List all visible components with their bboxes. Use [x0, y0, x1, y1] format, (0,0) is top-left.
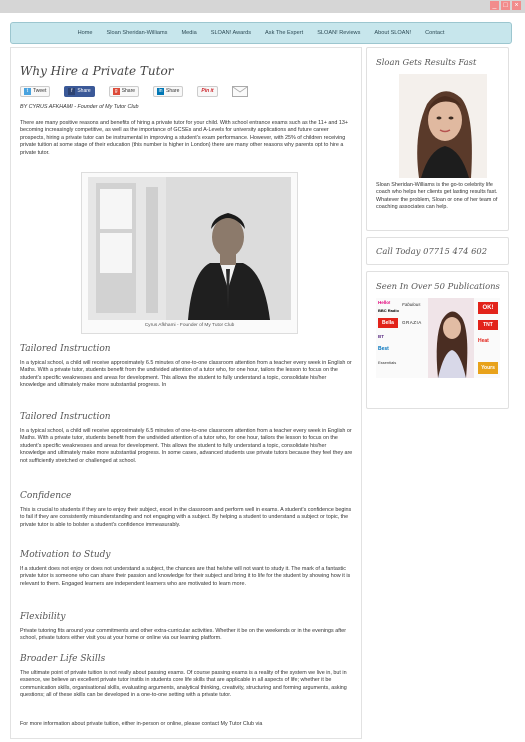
sloan-portrait — [399, 74, 487, 178]
publication-logo: GRAZIA — [402, 320, 422, 325]
results-title: Sloan Gets Results Fast — [376, 57, 477, 67]
nav-item-about[interactable]: About SLOAN! — [374, 30, 412, 36]
window-controls — [490, 1, 521, 10]
maximize-icon[interactable]: □ — [501, 1, 510, 10]
call-widget — [366, 237, 509, 265]
section-heading: Tailored Instruction — [20, 412, 111, 422]
section-paragraph: The ultimate point of private tuition is not really about passing exams. Of course passing exams is a reality of the system we live in, but in essence, we believe an excellent private tutor instils in students core life skills that are applicable in all aspects of life; whether it be communication skills, organisational skills, evaluating arguments, analytical thinking, creativity, structuring and forming arguments, asking questions; all of these skills can be developed in a one-to-one setting with a private tutor. — [20, 670, 347, 699]
section-paragraph: Private tutoring fits around your commitments and other extra-curricular activities. Whether it be on the weekends or in the evenings after school, private tutors either visit you at your home or online via our learning platform. — [20, 628, 346, 642]
publication-logo: Heat — [478, 338, 489, 344]
publication-logo: TNT — [478, 320, 498, 330]
main-navigation — [10, 22, 512, 44]
section-paragraph: If a student does not enjoy or does not understand a subject, the chances are that he/she will not want to study it. The mark of a fantastic private tutor is someone who can share their passion and knowledge for their subject and bring it to life for the student by showing how it is relevant to them. Engaged learners are independent learners who are motivated to learn more. — [20, 566, 351, 587]
facebook-icon: f — [68, 88, 75, 95]
nav-item-reviews[interactable]: SLOAN! Reviews — [317, 30, 361, 36]
minimize-icon[interactable]: _ — [490, 1, 499, 10]
browser-top-bar — [0, 0, 525, 13]
section-heading: Motivation to Study — [20, 550, 111, 560]
section-heading: Flexibility — [20, 612, 66, 622]
photo-caption: Cyrus Afkhami - Founder of My Tutor Club — [144, 323, 235, 328]
nav-item-contact[interactable]: Contact — [425, 30, 445, 36]
pinterest-button[interactable]: Pin it — [197, 86, 217, 97]
linkedin-icon: in — [158, 88, 163, 94]
section-heading: Broader Life Skills — [20, 654, 106, 664]
article-photo-frame — [81, 172, 298, 334]
nav-item-home[interactable]: Home — [77, 30, 93, 36]
publication-logo: BT — [378, 334, 384, 339]
close-icon[interactable]: × — [512, 1, 521, 10]
linkedin-share-button[interactable]: in Share — [153, 86, 183, 97]
publications-title: Seen In Over 50 Publications — [376, 281, 500, 291]
google-share-button[interactable]: g Share — [109, 86, 139, 97]
magazine-cover-model — [428, 298, 474, 378]
facebook-share-button[interactable]: f Share — [64, 86, 94, 97]
preview-heading: Tailored Instruction — [20, 344, 111, 354]
google-plus-icon: g — [113, 88, 120, 95]
call-text[interactable]: Call Today 07715 474 602 — [376, 246, 488, 256]
nav-item-media[interactable]: Media — [181, 30, 197, 36]
publication-logo: Essentials — [378, 360, 397, 365]
preview-paragraph: In a typical school, a child will receive approximately 6.5 minutes of one-to-one classroom attention from a teacher every week in English or Maths. With a private tutor, students benefit from the undivided attention of a tutor who, for one hour, tailors the lesson to focus on the student's specific weaknesses and areas for development. This allows the student to fully understand a topic, consolidate his/her knowledge and ultimately make more substantial progress. In — [20, 360, 352, 389]
nav-item-awards[interactable]: SLOAN! Awards — [210, 30, 252, 36]
byline: BY CYRUS AFKHAMI - Founder of My Tutor Club — [20, 104, 139, 110]
intro-paragraph: There are many positive reasons and benefits of hiring a private tutor for your child. With school entrance exams such as the 11+ and 13+ becoming increasingly competitive, as well as the importance of GCSEs and A-Levels for university applications and future career prospects, hiring a private tutor can be instrumental in improving a student's exam performance. However, with 25% of children receiving private tuition at some stage of their education (this number is higher in London) there are many other reasons why parents opt to hire a private tutor. — [20, 120, 349, 156]
article-panel — [10, 47, 362, 739]
section-heading: Confidence — [20, 491, 72, 501]
nav-item-ask-expert[interactable]: Ask The Expert — [265, 30, 304, 36]
publications-widget — [366, 271, 509, 409]
publication-logo: Best — [378, 346, 389, 352]
publication-logo: Yours — [478, 362, 498, 374]
sidebar — [366, 47, 509, 415]
article-title: Why Hire a Private Tutor — [20, 64, 174, 78]
results-text: Sloan Sheridan-Williams is the go-to celebrity life coach who helps her clients get lasting results fast. Whatever the problem, Sloan or one of her team of coaching associates can help. — [376, 182, 498, 211]
tweet-button[interactable]: t Tweet — [20, 86, 50, 97]
share-bar — [20, 86, 248, 97]
tutor-photo — [88, 177, 291, 320]
publication-logo: OK! — [478, 302, 498, 314]
publication-logo: Fabulous — [402, 302, 421, 307]
publications-collage — [376, 298, 500, 378]
results-widget — [366, 47, 509, 231]
publication-logo: Hello! — [378, 300, 391, 305]
outro-paragraph: For more information about private tuition, either in-person or online, please contact My Tutor Club via — [20, 721, 263, 727]
section-paragraph: This is crucial to students if they are to enjoy their subject, excel in the classroom and perform well in exams. A student's confidence begins to fail if they are consistently misunderstanding and not engaging with a subject. By helping a student to understand a subject or topic, the private tutor is able to bolster a student's confidence immeasurably. — [20, 507, 352, 528]
publication-logo: Bella — [378, 318, 398, 328]
nav-item-sloan[interactable]: Sloan Sheridan-Williams — [106, 30, 168, 36]
email-icon[interactable] — [232, 86, 248, 97]
twitter-icon: t — [24, 88, 31, 95]
section-paragraph: In a typical school, a child will receive approximately 6.5 minutes of one-to-one classroom attention from a teacher every week in English or Maths. With a private tutor, students benefit from the undivided attention of a tutor who, for one hour, tailors the lesson to focus on the student's specific weaknesses and areas for development. This allows the student to fully understand a topic, consolidate his/her knowledge and ultimately make more substantial progress. In some cases, advanced students use private tutors because they feel they are not sufficiently stretched or challenged at school. — [20, 428, 353, 464]
publication-logo: BBC Radio — [378, 308, 399, 313]
